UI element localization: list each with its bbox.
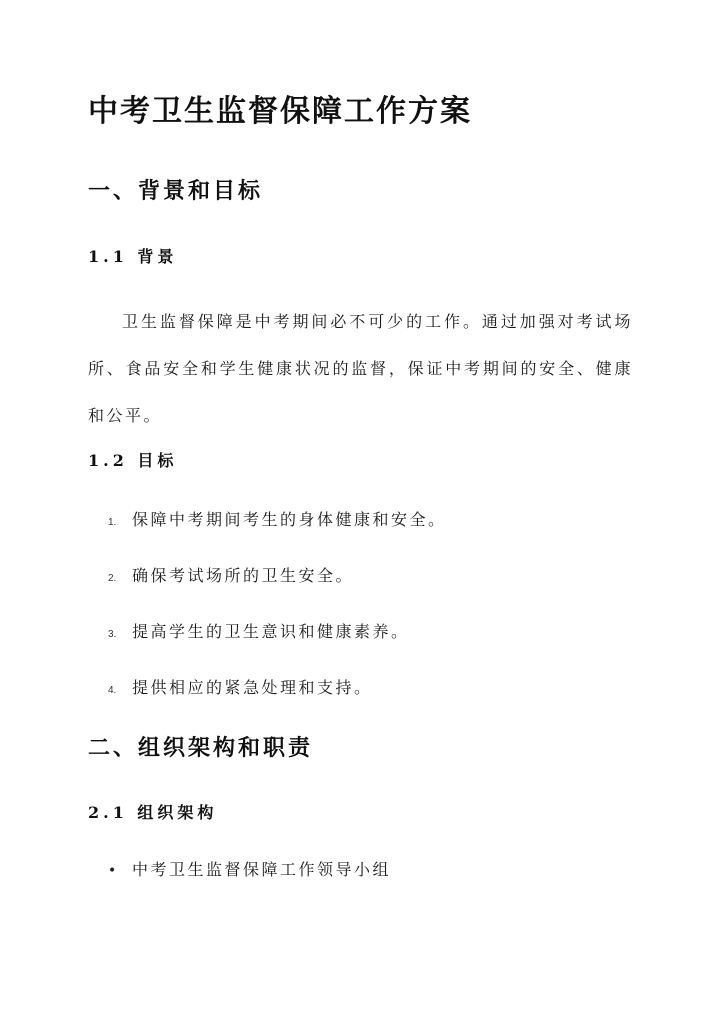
list-item-text: 提供相应的紧急处理和支持。 [132, 678, 373, 697]
list-number: 3. [108, 629, 117, 640]
org-bullet-item [108, 857, 391, 880]
list-item-text: 提高学生的卫生意识和健康素养。 [132, 622, 410, 641]
background-paragraph: 卫生监督保障是中考期间必不可少的工作。通过加强对考试场所、食品安全和学生健康状况的监督，保证中考期间的安全、健康和公平。 [88, 312, 633, 425]
subsection-heading-goals: 1.2 目标 [88, 451, 178, 470]
list-item-text: 中考卫生监督保障工作领导小组 [132, 860, 392, 879]
subsection-heading-background: 1.1 背景 [88, 247, 178, 266]
subsection-heading-org-structure: 2.1 组织架构 [88, 803, 218, 822]
list-item-text: 保障中考期间考生的身体健康和安全。 [132, 510, 447, 529]
list-number: 2. [108, 573, 117, 584]
section-heading-organization: 二、组织架构和职责 [88, 735, 314, 761]
list-number: 4. [108, 685, 117, 696]
goal-list-item [108, 619, 410, 642]
goal-list-item [108, 675, 373, 698]
section-heading-background-goals: 一、背景和目标 [88, 178, 264, 204]
goal-list-item [108, 507, 447, 530]
bullet-icon: • [108, 863, 117, 879]
document-title: 中考卫生监督保障工作方案 [88, 94, 472, 129]
list-item-text: 确保考试场所的卫生安全。 [132, 566, 355, 585]
goal-list-item [108, 563, 354, 586]
list-number: 1. [108, 517, 117, 528]
